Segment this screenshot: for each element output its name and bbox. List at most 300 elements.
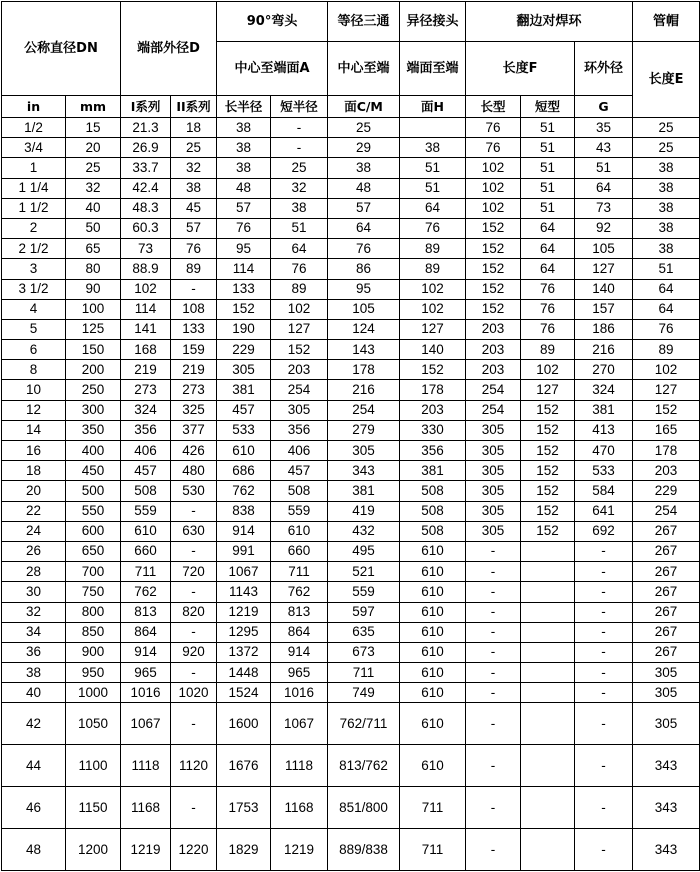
cell-cap-length: 38	[633, 239, 700, 259]
header-tee-center-to-end-bottom: 面C/M	[328, 96, 400, 118]
cell-stub-ring-od: 105	[575, 239, 633, 259]
cell-stub-length-long: 203	[466, 319, 521, 339]
cell-od-series-2: -	[171, 663, 217, 683]
header-elbow-90: 90°弯头	[217, 2, 328, 42]
cell-nps-in: 4	[2, 299, 66, 319]
cell-cap-length: 178	[633, 441, 700, 461]
cell-tee-center-to-end: 419	[328, 501, 400, 521]
cell-stub-length-short	[521, 745, 575, 787]
cell-stub-length-long: 152	[466, 279, 521, 299]
cell-od-series-2: 18	[171, 118, 217, 138]
table-row	[2, 703, 700, 745]
cell-nps-in: 38	[2, 663, 66, 683]
cell-stub-ring-od: -	[575, 582, 633, 602]
cell-cap-length: 25	[633, 118, 700, 138]
cell-stub-length-short	[521, 829, 575, 871]
cell-elbow-short-radius: 25	[271, 158, 328, 178]
table-row	[2, 481, 700, 501]
cell-od-series-2: 89	[171, 259, 217, 279]
cell-cap-length: 229	[633, 481, 700, 501]
cell-elbow-long-radius: 1295	[217, 622, 271, 642]
cell-elbow-long-radius: 1448	[217, 663, 271, 683]
cell-od-series-2: -	[171, 279, 217, 299]
cell-stub-length-long: 102	[466, 198, 521, 218]
cell-cap-length: 267	[633, 582, 700, 602]
cell-nps-in: 28	[2, 562, 66, 582]
cell-elbow-long-radius: 1753	[217, 787, 271, 829]
cell-dn-mm: 125	[66, 319, 121, 339]
cell-od-series-1: 21.3	[121, 118, 171, 138]
cell-dn-mm: 25	[66, 158, 121, 178]
cell-reducer-end-to-end: 140	[400, 340, 466, 360]
header-series-1: I系列	[121, 96, 171, 118]
table-row	[2, 138, 700, 158]
cell-stub-ring-od: 584	[575, 481, 633, 501]
cell-stub-length-short	[521, 602, 575, 622]
cell-dn-mm: 250	[66, 380, 121, 400]
cell-cap-length: 267	[633, 562, 700, 582]
cell-stub-length-short: 76	[521, 279, 575, 299]
cell-elbow-short-radius: 1168	[271, 787, 328, 829]
cell-stub-length-long: 305	[466, 461, 521, 481]
cell-stub-length-long: 203	[466, 360, 521, 380]
cell-od-series-1: 457	[121, 461, 171, 481]
cell-od-series-1: 711	[121, 562, 171, 582]
cell-dn-mm: 1200	[66, 829, 121, 871]
cell-stub-ring-od: 641	[575, 501, 633, 521]
cell-reducer-end-to-end: 610	[400, 622, 466, 642]
cell-reducer-end-to-end: 610	[400, 663, 466, 683]
cell-od-series-1: 356	[121, 420, 171, 440]
cell-tee-center-to-end: 57	[328, 198, 400, 218]
cell-stub-length-short: 51	[521, 158, 575, 178]
cell-dn-mm: 15	[66, 118, 121, 138]
cell-stub-length-short: 102	[521, 360, 575, 380]
cell-reducer-end-to-end: 610	[400, 745, 466, 787]
cell-stub-ring-od: 51	[575, 158, 633, 178]
table-row	[2, 178, 700, 198]
cell-stub-length-long: -	[466, 745, 521, 787]
cell-nps-in: 46	[2, 787, 66, 829]
cell-od-series-2: 1120	[171, 745, 217, 787]
cell-elbow-long-radius: 381	[217, 380, 271, 400]
cell-cap-length: 267	[633, 521, 700, 541]
cell-reducer-end-to-end: 203	[400, 400, 466, 420]
cell-reducer-end-to-end: 508	[400, 521, 466, 541]
cell-dn-mm: 500	[66, 481, 121, 501]
cell-reducer-end-to-end: 610	[400, 582, 466, 602]
cell-od-series-2: -	[171, 622, 217, 642]
table-row	[2, 461, 700, 481]
cell-elbow-short-radius: 1067	[271, 703, 328, 745]
cell-elbow-long-radius: 1143	[217, 582, 271, 602]
cell-od-series-1: 1118	[121, 745, 171, 787]
cell-tee-center-to-end: 749	[328, 683, 400, 703]
cell-stub-ring-od: 186	[575, 319, 633, 339]
cell-stub-ring-od: -	[575, 541, 633, 561]
cell-nps-in: 24	[2, 521, 66, 541]
cell-stub-ring-od: -	[575, 602, 633, 622]
cell-od-series-1: 610	[121, 521, 171, 541]
cell-dn-mm: 950	[66, 663, 121, 683]
cell-stub-length-long: -	[466, 703, 521, 745]
cell-elbow-short-radius: 76	[271, 259, 328, 279]
cell-elbow-short-radius: 610	[271, 521, 328, 541]
cell-nps-in: 6	[2, 340, 66, 360]
cell-reducer-end-to-end: 610	[400, 642, 466, 662]
cell-tee-center-to-end: 216	[328, 380, 400, 400]
header-short-type: 短型	[521, 96, 575, 118]
cell-elbow-short-radius: 64	[271, 239, 328, 259]
cell-stub-ring-od: 324	[575, 380, 633, 400]
cell-nps-in: 36	[2, 642, 66, 662]
cell-reducer-end-to-end: 127	[400, 319, 466, 339]
cell-tee-center-to-end: 381	[328, 481, 400, 501]
cell-reducer-end-to-end: 64	[400, 198, 466, 218]
cell-elbow-short-radius: 32	[271, 178, 328, 198]
cell-cap-length: 267	[633, 642, 700, 662]
table-row	[2, 319, 700, 339]
cell-od-series-1: 1016	[121, 683, 171, 703]
cell-nps-in: 3/4	[2, 138, 66, 158]
table-row	[2, 787, 700, 829]
cell-od-series-1: 1067	[121, 703, 171, 745]
cell-od-series-1: 219	[121, 360, 171, 380]
cell-stub-length-short: 89	[521, 340, 575, 360]
cell-od-series-1: 508	[121, 481, 171, 501]
cell-elbow-long-radius: 1524	[217, 683, 271, 703]
cell-elbow-long-radius: 1829	[217, 829, 271, 871]
cell-elbow-long-radius: 305	[217, 360, 271, 380]
cell-cap-length: 305	[633, 683, 700, 703]
cell-elbow-long-radius: 533	[217, 420, 271, 440]
cell-od-series-1: 324	[121, 400, 171, 420]
header-series-2: II系列	[171, 96, 217, 118]
cell-stub-length-long: -	[466, 541, 521, 561]
cell-reducer-end-to-end: 610	[400, 703, 466, 745]
cell-od-series-1: 813	[121, 602, 171, 622]
cell-stub-length-short	[521, 703, 575, 745]
cell-od-series-1: 914	[121, 642, 171, 662]
cell-stub-length-short: 64	[521, 259, 575, 279]
cell-stub-length-long: -	[466, 787, 521, 829]
cell-stub-length-long: -	[466, 602, 521, 622]
cell-tee-center-to-end: 559	[328, 582, 400, 602]
header-stub-ring-od-symbol: G	[575, 96, 633, 118]
cell-cap-length: 102	[633, 360, 700, 380]
cell-tee-center-to-end: 64	[328, 218, 400, 238]
cell-od-series-2: -	[171, 787, 217, 829]
cell-elbow-short-radius: 254	[271, 380, 328, 400]
cell-od-series-1: 864	[121, 622, 171, 642]
cell-elbow-short-radius: 152	[271, 340, 328, 360]
cell-stub-length-short: 152	[521, 400, 575, 420]
table-row	[2, 420, 700, 440]
cell-elbow-short-radius: 38	[271, 198, 328, 218]
cell-elbow-short-radius: 508	[271, 481, 328, 501]
cell-cap-length: 152	[633, 400, 700, 420]
cell-dn-mm: 100	[66, 299, 121, 319]
cell-dn-mm: 32	[66, 178, 121, 198]
cell-stub-ring-od: 381	[575, 400, 633, 420]
table-row	[2, 279, 700, 299]
cell-nps-in: 42	[2, 703, 66, 745]
cell-reducer-end-to-end: 38	[400, 138, 466, 158]
cell-stub-length-short	[521, 622, 575, 642]
cell-stub-ring-od: -	[575, 683, 633, 703]
cell-od-series-2: 159	[171, 340, 217, 360]
cell-stub-length-short: 152	[521, 481, 575, 501]
cell-nps-in: 1/2	[2, 118, 66, 138]
header-unit-mm: mm	[66, 96, 121, 118]
cell-reducer-end-to-end: 508	[400, 481, 466, 501]
cell-elbow-long-radius: 838	[217, 501, 271, 521]
cell-reducer-end-to-end: 178	[400, 380, 466, 400]
cell-elbow-short-radius: 356	[271, 420, 328, 440]
cell-od-series-2: 45	[171, 198, 217, 218]
cell-od-series-1: 273	[121, 380, 171, 400]
cell-nps-in: 2	[2, 218, 66, 238]
cell-stub-length-long: 305	[466, 441, 521, 461]
cell-stub-length-long: -	[466, 582, 521, 602]
cell-stub-length-short: 76	[521, 319, 575, 339]
cell-dn-mm: 900	[66, 642, 121, 662]
cell-tee-center-to-end: 178	[328, 360, 400, 380]
cell-od-series-1: 406	[121, 441, 171, 461]
cell-dn-mm: 550	[66, 501, 121, 521]
cell-elbow-long-radius: 610	[217, 441, 271, 461]
cell-stub-length-long: 152	[466, 218, 521, 238]
cell-reducer-end-to-end: 102	[400, 299, 466, 319]
cell-tee-center-to-end: 254	[328, 400, 400, 420]
cell-od-series-1: 660	[121, 541, 171, 561]
cell-stub-ring-od: -	[575, 642, 633, 662]
cell-cap-length: 89	[633, 340, 700, 360]
cell-tee-center-to-end: 95	[328, 279, 400, 299]
cell-od-series-1: 48.3	[121, 198, 171, 218]
header-elbow-center-to-end: 中心至端面A	[217, 42, 328, 96]
cell-od-series-2: 920	[171, 642, 217, 662]
cell-nps-in: 34	[2, 622, 66, 642]
cell-reducer-end-to-end: 610	[400, 562, 466, 582]
cell-od-series-2: 76	[171, 239, 217, 259]
table-row	[2, 360, 700, 380]
cell-tee-center-to-end: 76	[328, 239, 400, 259]
cell-od-series-2: -	[171, 582, 217, 602]
cell-stub-length-short: 51	[521, 118, 575, 138]
cell-cap-length: 254	[633, 501, 700, 521]
cell-reducer-end-to-end: 711	[400, 787, 466, 829]
cell-stub-length-long: 76	[466, 138, 521, 158]
cell-elbow-long-radius: 914	[217, 521, 271, 541]
cell-tee-center-to-end: 521	[328, 562, 400, 582]
table-row	[2, 158, 700, 178]
cell-od-series-2: 57	[171, 218, 217, 238]
cell-tee-center-to-end: 25	[328, 118, 400, 138]
cell-elbow-short-radius: 965	[271, 663, 328, 683]
cell-dn-mm: 650	[66, 541, 121, 561]
cell-stub-ring-od: 127	[575, 259, 633, 279]
cell-elbow-long-radius: 48	[217, 178, 271, 198]
cell-elbow-long-radius: 1219	[217, 602, 271, 622]
cell-tee-center-to-end: 38	[328, 158, 400, 178]
header-stub-length: 长度F	[466, 42, 575, 96]
cell-cap-length: 38	[633, 218, 700, 238]
cell-reducer-end-to-end: 356	[400, 441, 466, 461]
cell-elbow-long-radius: 686	[217, 461, 271, 481]
cell-elbow-long-radius: 57	[217, 198, 271, 218]
cell-elbow-short-radius: 559	[271, 501, 328, 521]
cell-cap-length: 64	[633, 299, 700, 319]
cell-dn-mm: 450	[66, 461, 121, 481]
cell-od-series-2: 325	[171, 400, 217, 420]
cell-tee-center-to-end: 711	[328, 663, 400, 683]
cell-stub-ring-od: -	[575, 562, 633, 582]
cell-nps-in: 8	[2, 360, 66, 380]
table-row	[2, 198, 700, 218]
cell-stub-ring-od: -	[575, 787, 633, 829]
cell-stub-length-long: 152	[466, 259, 521, 279]
cell-cap-length: 203	[633, 461, 700, 481]
cell-tee-center-to-end: 48	[328, 178, 400, 198]
cell-reducer-end-to-end: 89	[400, 239, 466, 259]
cell-elbow-short-radius: 406	[271, 441, 328, 461]
table-row	[2, 259, 700, 279]
cell-cap-length: 267	[633, 541, 700, 561]
header-tee-center-to-end-top: 中心至端	[328, 42, 400, 96]
cell-elbow-long-radius: 133	[217, 279, 271, 299]
cell-od-series-1: 559	[121, 501, 171, 521]
cell-stub-length-long: 305	[466, 481, 521, 501]
table-row	[2, 299, 700, 319]
cell-elbow-short-radius: 1219	[271, 829, 328, 871]
cell-cap-length: 305	[633, 663, 700, 683]
cell-stub-ring-od: 73	[575, 198, 633, 218]
cell-stub-length-short	[521, 683, 575, 703]
header-short-radius: 短半径	[271, 96, 328, 118]
cell-stub-length-long: -	[466, 683, 521, 703]
cell-reducer-end-to-end: 381	[400, 461, 466, 481]
table-row	[2, 642, 700, 662]
cell-nps-in: 3	[2, 259, 66, 279]
header-cap-length: 长度E	[633, 42, 700, 118]
cell-stub-ring-od: -	[575, 745, 633, 787]
header-stub-end: 翻边对焊环	[466, 2, 633, 42]
cell-od-series-1: 1168	[121, 787, 171, 829]
table-row	[2, 521, 700, 541]
cell-dn-mm: 400	[66, 441, 121, 461]
cell-dn-mm: 90	[66, 279, 121, 299]
cell-tee-center-to-end: 762/711	[328, 703, 400, 745]
cell-reducer-end-to-end: 102	[400, 279, 466, 299]
cell-dn-mm: 1050	[66, 703, 121, 745]
cell-od-series-2: -	[171, 541, 217, 561]
cell-tee-center-to-end: 495	[328, 541, 400, 561]
table-row	[2, 239, 700, 259]
cell-reducer-end-to-end: 711	[400, 829, 466, 871]
cell-cap-length: 38	[633, 178, 700, 198]
cell-stub-length-short	[521, 663, 575, 683]
cell-elbow-long-radius: 152	[217, 299, 271, 319]
cell-stub-ring-od: 470	[575, 441, 633, 461]
cell-od-series-2: 1220	[171, 829, 217, 871]
cell-cap-length: 76	[633, 319, 700, 339]
cell-stub-ring-od: -	[575, 663, 633, 683]
cell-elbow-long-radius: 1067	[217, 562, 271, 582]
cell-dn-mm: 1100	[66, 745, 121, 787]
cell-stub-length-short: 51	[521, 178, 575, 198]
cell-elbow-short-radius: 813	[271, 602, 328, 622]
cell-od-series-1: 60.3	[121, 218, 171, 238]
cell-od-series-2: 25	[171, 138, 217, 158]
cell-elbow-long-radius: 38	[217, 158, 271, 178]
table-row	[2, 622, 700, 642]
cell-dn-mm: 150	[66, 340, 121, 360]
cell-stub-length-long: -	[466, 663, 521, 683]
cell-stub-length-long: 76	[466, 118, 521, 138]
cell-cap-length: 267	[633, 622, 700, 642]
cell-elbow-long-radius: 114	[217, 259, 271, 279]
cell-nps-in: 44	[2, 745, 66, 787]
cell-tee-center-to-end: 635	[328, 622, 400, 642]
cell-nps-in: 1 1/2	[2, 198, 66, 218]
cell-stub-length-long: 152	[466, 239, 521, 259]
cell-elbow-short-radius: 51	[271, 218, 328, 238]
cell-nps-in: 10	[2, 380, 66, 400]
cell-elbow-short-radius: 1118	[271, 745, 328, 787]
cell-tee-center-to-end: 105	[328, 299, 400, 319]
cell-od-series-1: 33.7	[121, 158, 171, 178]
cell-stub-ring-od: 157	[575, 299, 633, 319]
cell-tee-center-to-end: 29	[328, 138, 400, 158]
cell-od-series-2: 32	[171, 158, 217, 178]
cell-cap-length: 64	[633, 279, 700, 299]
cell-stub-length-short: 152	[521, 420, 575, 440]
cell-stub-length-long: 152	[466, 299, 521, 319]
cell-od-series-1: 102	[121, 279, 171, 299]
cell-cap-length: 25	[633, 138, 700, 158]
cell-elbow-long-radius: 1372	[217, 642, 271, 662]
cell-reducer-end-to-end: 508	[400, 501, 466, 521]
cell-reducer-end-to-end: 610	[400, 541, 466, 561]
cell-od-series-2: 820	[171, 602, 217, 622]
cell-nps-in: 1 1/4	[2, 178, 66, 198]
cell-stub-length-long: 102	[466, 178, 521, 198]
cell-od-series-1: 26.9	[121, 138, 171, 158]
table-row	[2, 541, 700, 561]
table-row	[2, 400, 700, 420]
cell-stub-ring-od: 533	[575, 461, 633, 481]
cell-od-series-2: 273	[171, 380, 217, 400]
cell-stub-length-short	[521, 562, 575, 582]
cell-elbow-long-radius: 190	[217, 319, 271, 339]
cell-stub-length-short: 152	[521, 441, 575, 461]
header-nominal-diameter: 公称直径DN	[2, 2, 121, 96]
cell-stub-length-short: 51	[521, 138, 575, 158]
cell-cap-length: 51	[633, 259, 700, 279]
cell-elbow-long-radius: 38	[217, 138, 271, 158]
cell-dn-mm: 750	[66, 582, 121, 602]
cell-cap-length: 38	[633, 158, 700, 178]
table-row	[2, 663, 700, 683]
cell-elbow-long-radius: 1676	[217, 745, 271, 787]
cell-tee-center-to-end: 889/838	[328, 829, 400, 871]
cell-stub-length-long: -	[466, 642, 521, 662]
cell-stub-length-short: 76	[521, 299, 575, 319]
cell-od-series-1: 1219	[121, 829, 171, 871]
table-row	[2, 441, 700, 461]
cell-nps-in: 12	[2, 400, 66, 420]
